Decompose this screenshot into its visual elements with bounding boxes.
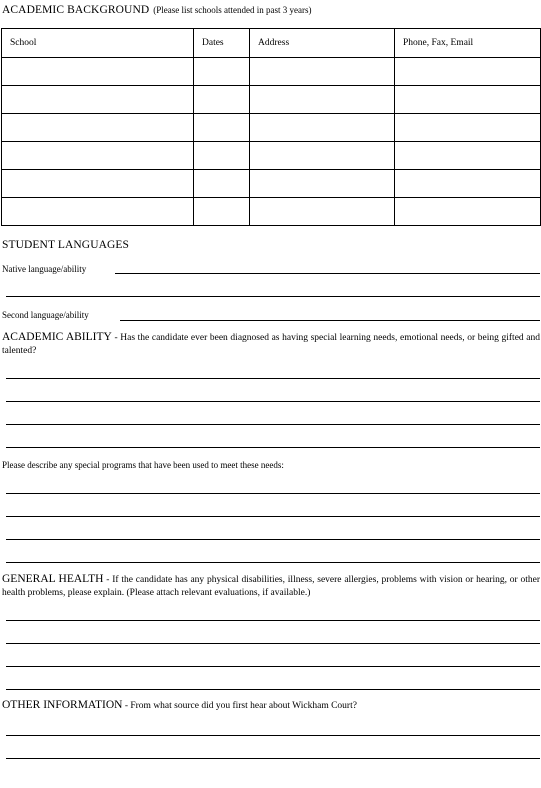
school-cell[interactable] [2,58,194,86]
academic-ability-question-text: - Has the candidate ever been diagnosed as having special learning needs, emotional needs, or being gifted and talented? [2,333,540,356]
general-health-line[interactable] [6,620,540,621]
schools-table [1,28,541,226]
column-header-address: Address [250,29,395,58]
general-health-heading: GENERAL HEALTH [2,573,104,585]
special-programs-line[interactable] [6,562,540,563]
contact-cell[interactable] [395,198,541,226]
dates-cell[interactable] [194,86,250,114]
special-programs-line[interactable] [6,539,540,540]
contact-cell[interactable] [395,170,541,198]
table-row [2,142,541,170]
table-row [2,198,541,226]
academic-ability-line[interactable] [6,378,540,379]
general-health-question-text: - If the candidate has any physical disabilities, illness, severe allergies, problems with vision or hearing, or other health problems, please explain. (Please attach relevant evaluations, if available.) [2,575,541,598]
school-cell[interactable] [2,198,194,226]
school-cell[interactable] [2,86,194,114]
native-language-line-2[interactable] [6,296,540,297]
address-cell[interactable] [250,142,395,170]
school-cell[interactable] [2,142,194,170]
other-information-question-text: - From what source did you first hear about Wickham Court? [122,701,357,711]
address-cell[interactable] [250,198,395,226]
contact-cell[interactable] [395,142,541,170]
special-programs-line[interactable] [6,493,540,494]
dates-cell[interactable] [194,142,250,170]
special-programs-line[interactable] [6,516,540,517]
table-row [2,58,541,86]
native-language-label: Native language/ability [2,264,87,274]
academic-ability-heading: ACADEMIC ABILITY [2,331,112,343]
address-cell[interactable] [250,86,395,114]
schools-table-header [2,29,541,58]
contact-cell[interactable] [395,86,541,114]
other-information-heading: OTHER INFORMATION [2,699,123,711]
other-information-line[interactable] [6,735,540,736]
other-information-line[interactable] [6,758,540,759]
native-language-line[interactable] [115,273,540,274]
contact-cell[interactable] [395,58,541,86]
general-health-line[interactable] [6,666,540,667]
general-health-line[interactable] [6,643,540,644]
second-language-line[interactable] [120,320,540,321]
general-health-line[interactable] [6,689,540,690]
dates-cell[interactable] [194,170,250,198]
academic-background-note: (Please list schools attended in past 3 years) [153,5,312,15]
table-row [2,86,541,114]
column-header-school: School [2,29,194,58]
second-language-label: Second language/ability [2,310,89,320]
dates-cell[interactable] [194,198,250,226]
column-header-dates: Dates [194,29,250,58]
student-languages-heading: STUDENT LANGUAGES [2,239,130,251]
dates-cell[interactable] [194,114,250,142]
table-row [2,114,541,142]
table-row [2,170,541,198]
school-cell[interactable] [2,114,194,142]
academic-ability-line[interactable] [6,424,540,425]
other-information-question [2,699,540,713]
contact-cell[interactable] [395,114,541,142]
school-cell[interactable] [2,170,194,198]
academic-ability-line[interactable] [6,447,540,448]
academic-ability-line[interactable] [6,401,540,402]
academic-background-heading: ACADEMIC BACKGROUND [2,4,150,16]
dates-cell[interactable] [194,58,250,86]
address-cell[interactable] [250,170,395,198]
academic-ability-question [2,331,540,358]
academic-background-title [2,0,311,18]
special-programs-prompt: Please describe any special programs that have been used to meet these needs: [2,460,284,470]
address-cell[interactable] [250,114,395,142]
general-health-question [2,573,540,600]
address-cell[interactable] [250,58,395,86]
column-header-contact: Phone, Fax, Email [395,29,541,58]
